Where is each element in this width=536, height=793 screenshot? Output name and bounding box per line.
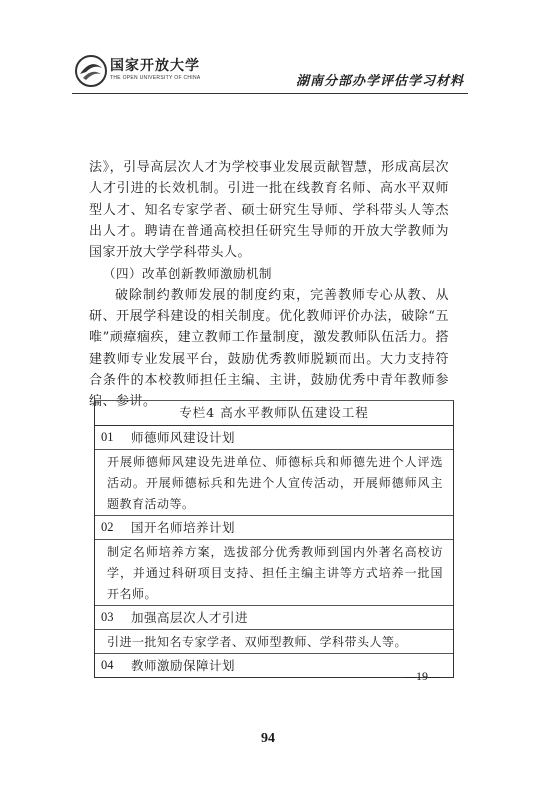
item-name: 加强高层次人才引进 bbox=[131, 610, 249, 625]
logo-chinese-name: 国家开放大学 bbox=[110, 58, 200, 74]
item-name: 师德师风建设计划 bbox=[131, 430, 236, 445]
item-description: 引进一批知名专家学者、双师型教师、学科带头人等。 bbox=[95, 630, 453, 654]
item-number: 04 bbox=[101, 658, 114, 672]
paragraph-1: 法》，引导高层次人才为学校事业发展贡献智慧，形成高层次人才引进的长效机制。引进一批在线教育名师、高水平双师型人才、知名专家学者、硕士研究生导师、学科带头人等杰出人才。聘请在普通高校担任研究生导师的开放大学教师为国家开放大学学科带头人。 bbox=[89, 160, 449, 261]
box-item-header bbox=[95, 426, 453, 450]
university-logo-icon bbox=[74, 54, 108, 88]
box-item-header bbox=[95, 516, 453, 540]
item-name: 教师激励保障计划 bbox=[131, 658, 236, 673]
logo-english-name: THE OPEN UNIVERSITY OF CHINA bbox=[110, 75, 201, 81]
page-header bbox=[0, 0, 536, 100]
box-title: 专栏4 高水平教师队伍建设工程 bbox=[95, 401, 453, 426]
box-item-header bbox=[95, 606, 453, 630]
item-number: 02 bbox=[101, 520, 114, 534]
section-heading: （四）改革创新教师激励机制 bbox=[103, 266, 273, 282]
feature-box bbox=[94, 400, 454, 678]
header-title: 湖南分部办学评估学习材料 bbox=[295, 74, 464, 89]
header-divider bbox=[72, 93, 468, 94]
item-description: 制定名师培养方案，选拔部分优秀教师到国内外著名高校访学，并通过科研项目支持、担任主编主讲等方式培养一批国开名师。 bbox=[95, 540, 453, 606]
item-name: 国开名师培养计划 bbox=[131, 520, 236, 535]
inner-page-number: —19— bbox=[404, 669, 440, 683]
main-text bbox=[89, 157, 449, 413]
box-item-header bbox=[95, 654, 453, 677]
item-description: 开展师德师风建设先进单位、师德标兵和师德先进个人评选活动。开展师德标兵和先进个人宣传活动，开展师德师风主题教育活动等。 bbox=[95, 450, 453, 516]
item-number: 03 bbox=[101, 610, 114, 624]
page-number: 94 bbox=[261, 731, 275, 746]
item-number: 01 bbox=[101, 430, 114, 444]
paragraph-2: 破除制约教师发展的制度约束，完善教师专心从教、从研、开展学科建设的相关制度。优化教师评价办法，破除“五唯”顽瘴痼疾，建立教师工作量制度，激发教师队伍活力。搭建教师专业发展平台，鼓励优秀教师脱颖而出。大力支持符合条件的本校教师担任主编、主讲，鼓励优秀中青年教师参编、参讲。 bbox=[89, 287, 449, 410]
